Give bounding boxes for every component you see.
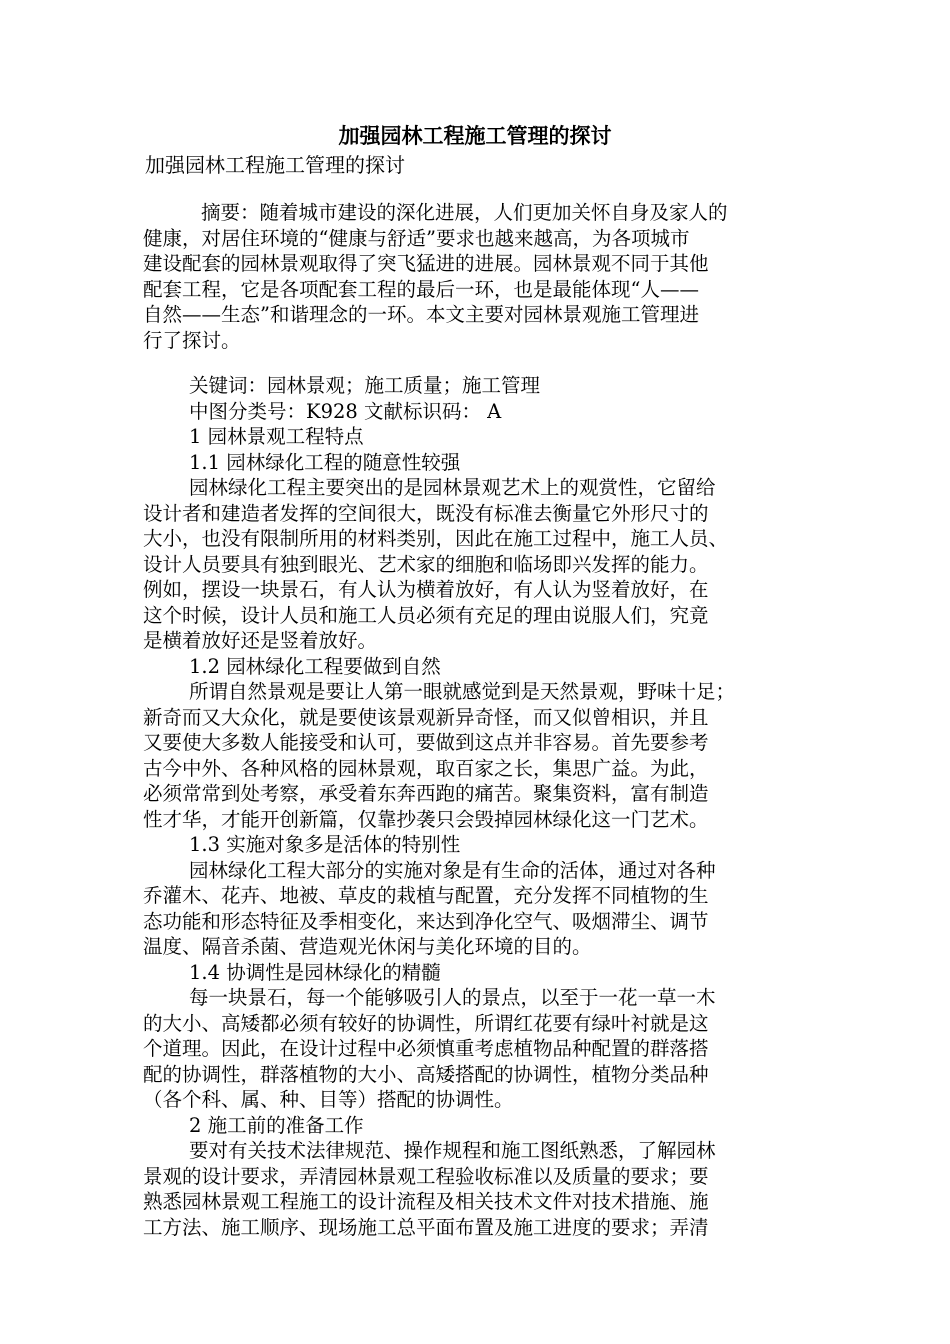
abstract: [143, 200, 813, 353]
paragraph-line: 每一块景石，每一个能够吸引人的景点，以至于一花一草一木: [189, 986, 716, 1009]
abstract-line: 摘要：随着城市建设的深化进展，人们更加关怀自身及家人的: [201, 201, 728, 224]
paragraph-line: 设计人员要具有独到眼光、艺术家的细胞和临场即兴发挥的能力。: [143, 552, 709, 576]
abstract-line: 自然——生态”和谐理念的一环。本文主要对园林景观施工管理进: [143, 303, 699, 326]
subsection-heading: 1.2 园林绿化工程要做到自然: [189, 654, 441, 678]
keywords-line: 关键词：园林景观；施工质量；施工管理: [189, 374, 541, 397]
paragraph-line: 必须常常到处考察，承受着东奔西跑的痛苦。聚集资料，富有制造: [143, 782, 709, 805]
paragraph-line: 乔灌木、花卉、地被、草皮的栽植与配置，充分发挥不同植物的生: [143, 884, 709, 907]
subsection-heading: 1.4 协调性是园林绿化的精髓: [189, 960, 441, 984]
paragraph-line: 熟悉园林景观工程施工的设计流程及相关技术文件对技术措施、施: [143, 1190, 709, 1213]
paragraph-line: 设计者和建造者发挥的空间很大，既没有标准去衡量它外形尺寸的: [143, 501, 709, 525]
subsection-heading: 1.3 实施对象多是活体的特别性: [189, 833, 461, 856]
paragraph-line: 例如，摆设一块景石，有人认为横着放好，有人认为竖着放好，在: [143, 578, 709, 601]
classification-line: 中图分类号：K928 文献标识码： A: [189, 399, 502, 423]
abstract-line: 建设配套的园林景观取得了突飞猛进的进展。园林景观不同于其他: [143, 252, 709, 275]
paragraph-line: （各个科、属、种、目等）搭配的协调性。: [143, 1088, 514, 1111]
paragraph-line: 大小，也没有限制所用的材料类别，因此在施工过程中，施工人员、: [143, 527, 729, 550]
paragraph-line: 新奇而又大众化，就是要使该景观新异奇怪，而又似曾相识，并且: [143, 705, 709, 729]
paragraph-line: 温度、隔音杀菌、营造观光休闲与美化环境的目的。: [143, 935, 592, 958]
abstract-line: 行了探讨。: [143, 328, 241, 352]
section-heading: 2 施工前的准备工作: [189, 1113, 364, 1137]
body-text: [143, 373, 813, 1240]
paragraph-line: 园林绿化工程主要突出的是园林景观艺术上的观赏性，它留给: [189, 476, 716, 499]
paragraph-line: 配的协调性，群落植物的大小、高矮搭配的协调性，植物分类品种: [143, 1062, 709, 1086]
abstract-line: 健康，对居住环境的“健康与舒适”要求也越来越高，为各项城市: [143, 226, 690, 250]
paragraph-line: 是横着放好还是竖着放好。: [143, 629, 378, 652]
paragraph-line: 所谓自然景观是要让人第一眼就感觉到是天然景观，野味十足；: [189, 680, 736, 703]
document-title: 加强园林工程施工管理的探讨: [338, 124, 612, 148]
paragraph-line: 工方法、施工顺序、现场施工总平面布置及施工进度的要求；弄清: [143, 1215, 709, 1239]
paragraph-line: 态功能和形态特征及季相变化，来达到净化空气、吸烟滞尘、调节: [143, 909, 709, 933]
paragraph-line: 古今中外、各种风格的园林景观，取百家之长，集思广益。为此，: [143, 756, 709, 780]
subsection-heading: 1.1 园林绿化工程的随意性较强: [189, 450, 461, 474]
paragraph-line: 又要使大多数人能接受和认可，要做到这点并非容易。首先要参考: [143, 731, 709, 754]
paragraph-line: 的大小、高矮都必须有较好的协调性，所谓红花要有绿叶衬就是这: [143, 1011, 709, 1035]
paragraph-line: 要对有关技术法律规范、操作规程和施工图纸熟悉，了解园林: [189, 1139, 716, 1162]
document-subtitle: 加强园林工程施工管理的探讨: [145, 153, 405, 177]
paragraph-line: 性才华，才能开创新篇，仅靠抄袭只会毁掉园林绿化这一门艺术。: [143, 807, 709, 831]
section-heading: 1 园林景观工程特点: [189, 425, 364, 448]
paragraph-line: 这个时候，设计人员和施工人员必须有充足的理由说服人们，究竟: [143, 603, 709, 627]
paragraph-line: 个道理。因此，在设计过程中必须慎重考虑植物品种配置的群落搭: [143, 1037, 709, 1060]
abstract-line: 配套工程，它是各项配套工程的最后一环，也是最能体现“人——: [143, 277, 699, 301]
paragraph-line: 园林绿化工程大部分的实施对象是有生命的活体，通过对各种: [189, 858, 716, 882]
paragraph-line: 景观的设计要求，弄清园林景观工程验收标准以及质量的要求；要: [143, 1164, 709, 1188]
